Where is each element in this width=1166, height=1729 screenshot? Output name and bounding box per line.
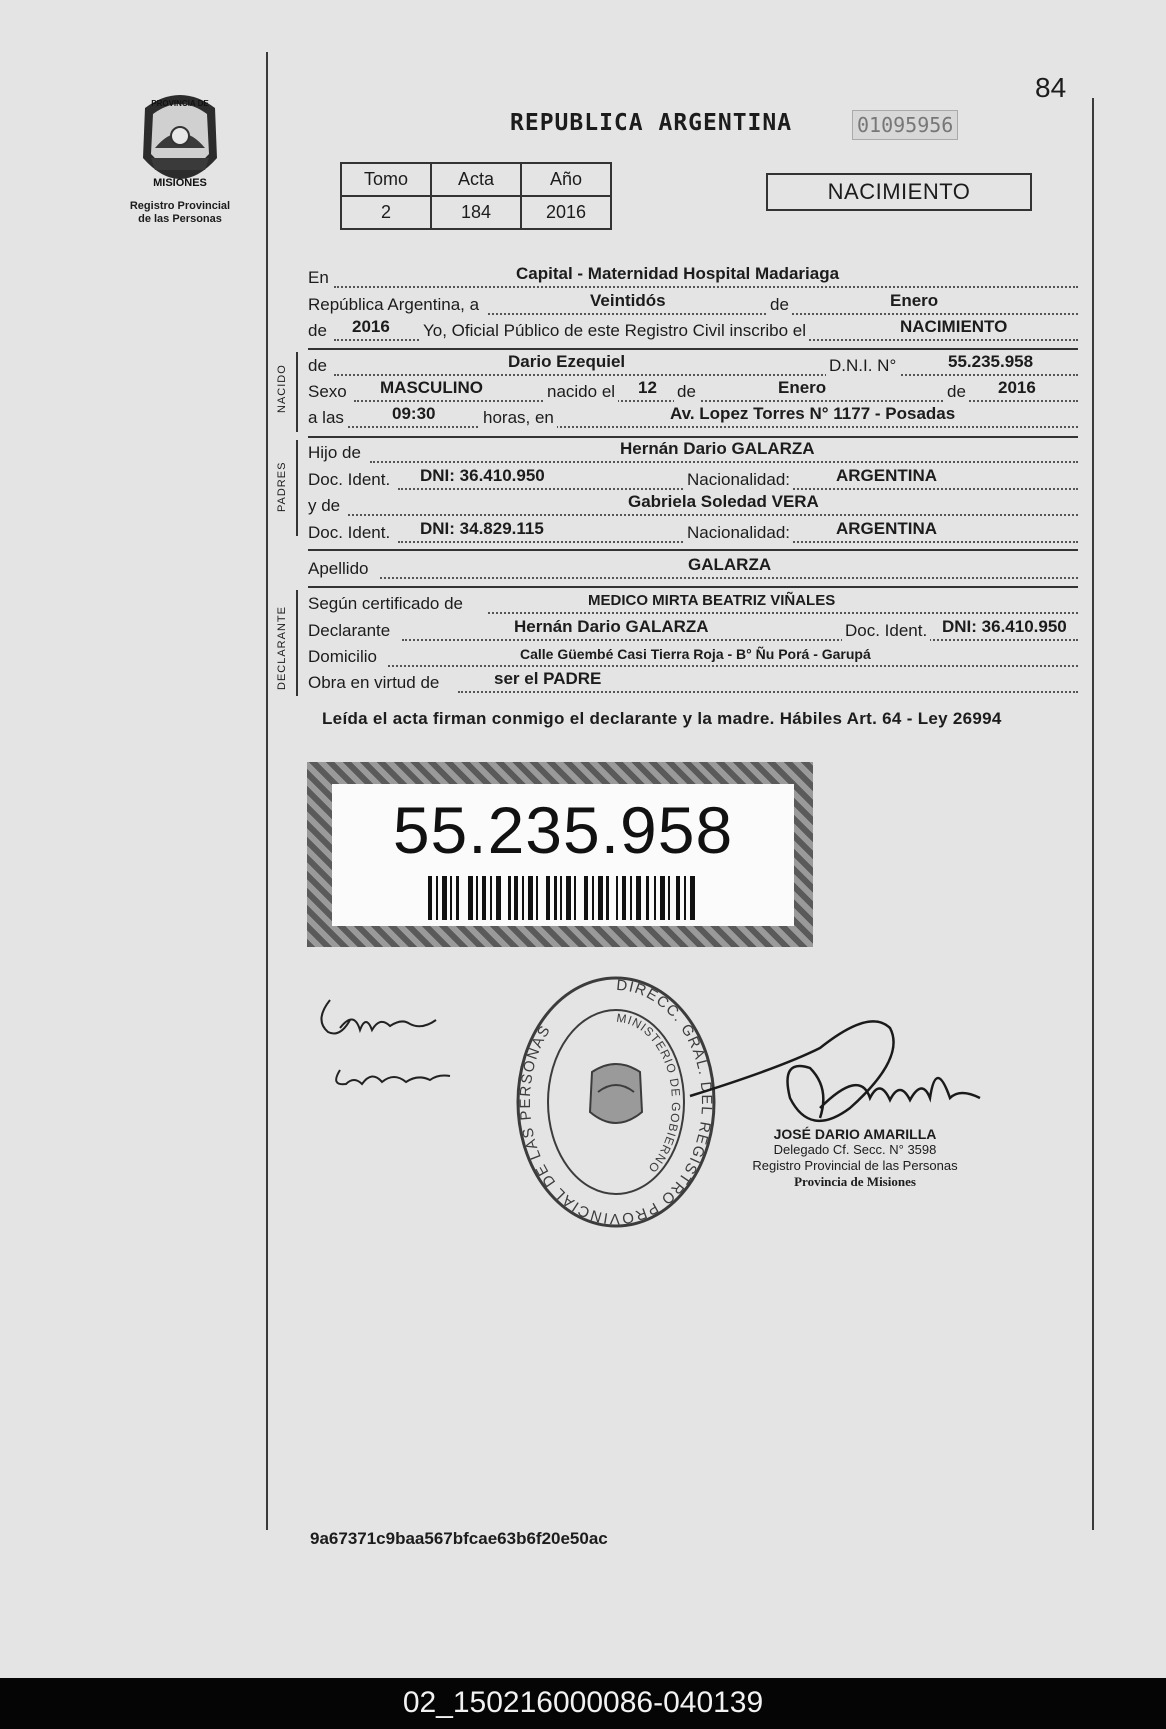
father-doc-row — [308, 466, 1078, 494]
year-value: 2016 — [352, 317, 390, 336]
declarante-row — [308, 617, 1078, 645]
page-number: 84 — [1035, 72, 1067, 103]
de-year-label: de — [944, 382, 969, 402]
declarante-bar — [296, 590, 298, 696]
seal-ring-text: DIRECC. GRAL. DEL REGISTRO PROVINCIAL DE LAS PERSONAS — [516, 976, 716, 1228]
act-type-box: NACIMIENTO — [766, 173, 1032, 211]
padres-bar — [296, 440, 298, 536]
declarante-label: Declarante — [308, 621, 391, 640]
date-row — [308, 291, 1078, 319]
mother-row — [308, 492, 1078, 520]
apellido-top-line — [308, 549, 1078, 551]
father-doc-label: Doc. Ident. — [308, 470, 391, 489]
horas-label: horas, en — [480, 408, 557, 428]
name-row — [308, 352, 1078, 380]
official-province: Provincia de Misiones — [794, 1174, 916, 1189]
nacido-bar — [296, 352, 298, 432]
father-nationality: ARGENTINA — [836, 466, 938, 485]
sex-birth-row — [308, 378, 1078, 406]
republica-label: República Argentina, a — [308, 295, 480, 314]
certificado-row — [308, 594, 1078, 618]
dni-sticker-number: 55.235.958 — [392, 793, 734, 867]
place-row — [308, 264, 1078, 292]
declarante-doc-label: Doc. Ident. — [842, 621, 930, 641]
certificado-label: Según certificado de — [308, 594, 463, 613]
mother-nationality-label: Nacionalidad: — [684, 523, 793, 543]
apellido-row — [308, 555, 1078, 583]
de2-label: de — [308, 321, 327, 340]
tomo-header: Tomo — [341, 163, 431, 196]
official-stamp-block — [730, 1126, 980, 1190]
birth-day: 12 — [638, 378, 657, 397]
declarante-top-line — [308, 586, 1078, 588]
closing-statement: Leída el acta firman conmigo el declarante y la madre. Hábiles Art. 64 - Ley 26994 — [322, 709, 1002, 728]
place-value: Capital - Maternidad Hospital Madariaga — [516, 264, 840, 283]
right-margin-line — [1092, 98, 1094, 1530]
left-margin-line — [266, 52, 268, 1530]
logo-top-text: PROVINCIA DE — [151, 99, 209, 108]
footer-code: 02_150216000086-040139 — [0, 1678, 1166, 1729]
nacido-el-label: nacido el — [544, 382, 618, 402]
dni-sticker — [307, 762, 813, 947]
acta-value: 184 — [431, 196, 521, 229]
registry-caption-line2: de las Personas — [138, 213, 222, 225]
tomo-value: 2 — [341, 196, 431, 229]
obra-label: Obra en virtud de — [308, 673, 440, 692]
official-name: JOSÉ DARIO AMARILLA — [773, 1126, 937, 1142]
obra-value: ser el PADRE — [494, 669, 602, 688]
a-las-label: a las — [308, 408, 344, 427]
serial-number: 01095956 — [852, 110, 958, 140]
sexo-value: MASCULINO — [380, 378, 483, 397]
de-label: de — [770, 295, 789, 314]
father-name: Hernán Dario GALARZA — [620, 439, 815, 458]
birth-address: Av. Lopez Torres N° 1177 - Posadas — [670, 404, 956, 423]
declarante-signature — [310, 990, 470, 1100]
event-value: NACIMIENTO — [900, 317, 1008, 336]
obra-row — [308, 669, 1078, 697]
de-name-label: de — [308, 356, 327, 375]
registry-caption — [112, 200, 248, 226]
acta-header: Acta — [431, 163, 521, 196]
nacido-section-label: NACIDO — [276, 364, 288, 413]
logo-bottom-text: MISIONES — [153, 177, 207, 189]
child-dni: 55.235.958 — [948, 352, 1034, 371]
mother-doc-row — [308, 519, 1078, 547]
domicilio-row — [308, 647, 1078, 671]
certificado-value: MEDICO MIRTA BEATRIZ VIÑALES — [588, 592, 836, 609]
declarante-value: Hernán Dario GALARZA — [514, 617, 709, 636]
registry-caption-line1: Registro Provincial — [129, 200, 231, 212]
en-label: En — [308, 268, 329, 287]
day-value: Veintidós — [590, 291, 666, 310]
father-doc: DNI: 36.410.950 — [420, 466, 545, 485]
dni-sticker-inner — [332, 784, 794, 926]
statement-text: Yo, Oficial Público de este Registro Civil inscribo el — [420, 321, 809, 341]
official-signature — [660, 988, 1020, 1148]
father-nationality-label: Nacionalidad: — [684, 470, 793, 490]
dni-label: D.N.I. N° — [826, 356, 899, 376]
record-table — [340, 162, 612, 230]
padres-section-label: PADRES — [276, 461, 288, 512]
declarante-section-label: DECLARANTE — [276, 606, 288, 690]
y-de-label: y de — [308, 496, 341, 515]
birth-time: 09:30 — [392, 404, 436, 423]
mother-doc: DNI: 34.829.115 — [420, 519, 544, 538]
inscription-row — [308, 317, 1078, 345]
domicilio-value: Calle Güembé Casi Tierra Roja - B° Ñu Porá - Garupá — [520, 646, 871, 662]
de-month-label: de — [674, 382, 699, 402]
father-row — [308, 439, 1078, 467]
time-place-row — [308, 404, 1078, 432]
birth-year: 2016 — [998, 378, 1036, 397]
official-registry: Registro Provincial de las Personas — [752, 1158, 958, 1173]
country-title: REPUBLICA ARGENTINA — [510, 110, 793, 136]
mother-nationality: ARGENTINA — [836, 519, 938, 538]
seal-inner-text: MINISTERIO DE GOBIERNO — [615, 1010, 684, 1176]
padres-top-line — [308, 436, 1078, 438]
record-table-header-row — [341, 163, 611, 196]
declarante-doc: DNI: 36.410.950 — [942, 617, 1067, 636]
record-table-value-row — [341, 196, 611, 229]
apellido-label: Apellido — [308, 559, 369, 578]
birth-month: Enero — [778, 378, 827, 397]
official-role: Delegado Cf. Secc. N° 3598 — [773, 1142, 937, 1157]
document-hash: 9a67371c9baa567bfcae63b6f20e50ac — [310, 1529, 608, 1548]
month-value: Enero — [890, 291, 939, 310]
child-name: Dario Ezequiel — [508, 352, 626, 371]
domicilio-label: Domicilio — [308, 647, 377, 666]
anio-value: 2016 — [521, 196, 611, 229]
barcode — [428, 876, 698, 920]
anio-header: Año — [521, 163, 611, 196]
nacido-top-line — [308, 348, 1078, 350]
province-shield-logo — [125, 88, 235, 198]
apellido-value: GALARZA — [688, 555, 772, 574]
mother-doc-label: Doc. Ident. — [308, 523, 391, 542]
sexo-label: Sexo — [308, 382, 347, 401]
hijo-de-label: Hijo de — [308, 443, 361, 462]
mother-name: Gabriela Soledad VERA — [628, 492, 819, 511]
